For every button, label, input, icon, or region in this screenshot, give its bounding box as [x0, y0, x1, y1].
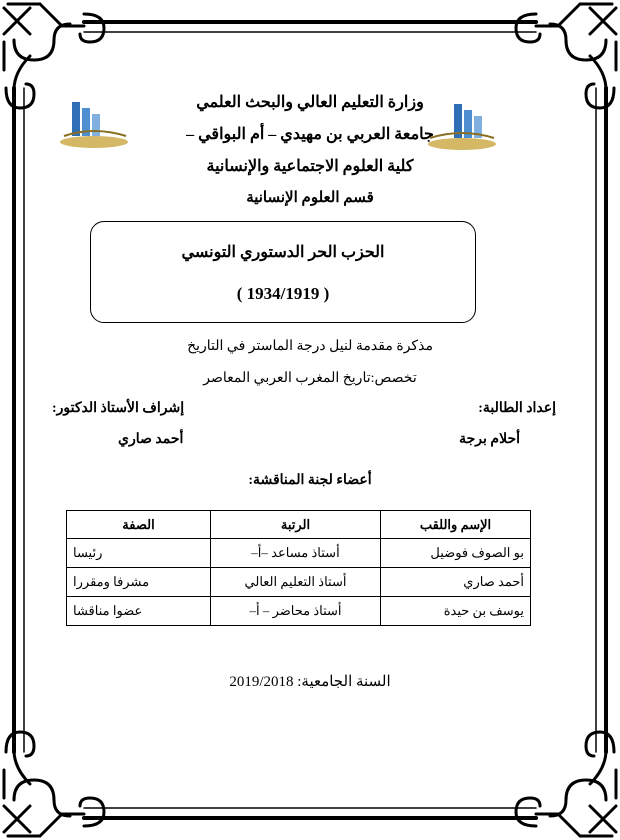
thesis-title-box — [90, 221, 476, 323]
student-name: أحلام برجة — [459, 432, 520, 447]
university-heading: جامعة العربي بن مهيدي – أم البواقي – — [186, 126, 434, 143]
faculty-heading: كلية العلوم الاجتماعية والإنسانية — [206, 158, 414, 175]
ministry-heading: وزارة التعليم العالي والبحث العلمي — [196, 94, 424, 111]
jury-member-role: عضوا مناقشا — [67, 597, 211, 626]
table-row — [67, 539, 531, 568]
jury-member-name: بو الصوف فوضيل — [381, 539, 531, 568]
department-heading: قسم العلوم الإنسانية — [246, 190, 374, 206]
table-row — [67, 568, 531, 597]
jury-member-name: أحمد صاري — [381, 568, 531, 597]
jury-member-rank: أستاذ مساعد –أ– — [211, 539, 381, 568]
jury-heading: أعضاء لجنة المناقشة: — [248, 473, 372, 488]
jury-member-role: رئيسا — [67, 539, 211, 568]
thesis-description: مذكرة مقدمة لنيل درجة الماستر في التاريخ — [187, 339, 433, 354]
student-label: إعداد الطالبة: — [478, 401, 556, 416]
thesis-specialty: تخصص:تاريخ المغرب العربي المعاصر — [203, 371, 417, 386]
jury-member-rank: أستاذ التعليم العالي — [211, 568, 381, 597]
supervisor-name: أحمد صاري — [118, 432, 184, 447]
column-header-rank: الرتبة — [211, 511, 381, 539]
jury-table — [66, 510, 531, 626]
jury-member-rank: أستاذ محاضر – أ– — [211, 597, 381, 626]
supervisor-label: إشراف الأستاذ الدكتور: — [52, 401, 185, 416]
jury-member-name: يوسف بن حيدة — [381, 597, 531, 626]
academic-year-value: 2019/2018 — [229, 674, 294, 690]
column-header-role: الصفة — [67, 511, 211, 539]
column-header-name: الإسم واللقب — [381, 511, 531, 539]
academic-year-label: السنة الجامعية: — [297, 674, 391, 690]
table-row — [67, 597, 531, 626]
thesis-title: الحزب الحر الدستوري التونسي — [181, 244, 385, 261]
jury-member-role: مشرفا ومقررا — [67, 568, 211, 597]
jury-table-header — [67, 511, 531, 539]
thesis-period: ( 1934/1919 ) — [236, 284, 330, 303]
academic-year — [0, 672, 620, 691]
